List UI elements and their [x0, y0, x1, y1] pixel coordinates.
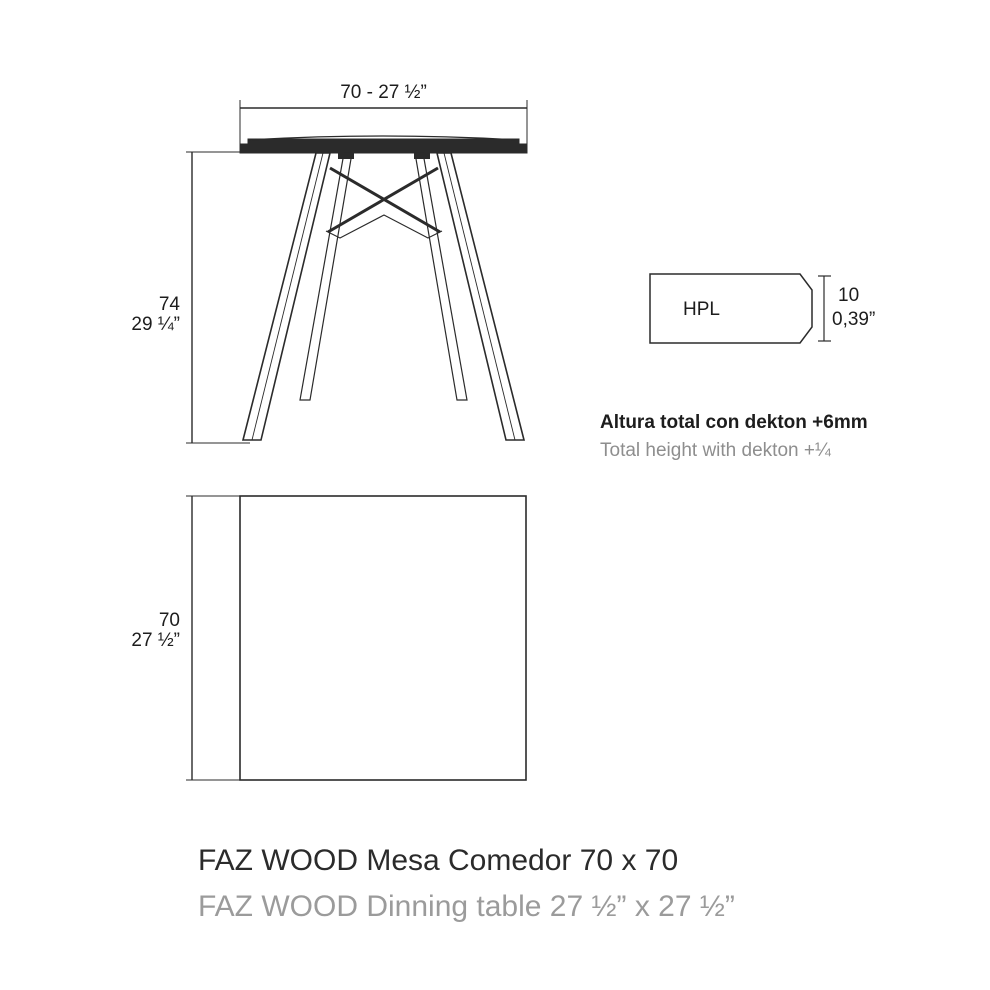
- note-english: Total height with dekton +¼: [600, 440, 831, 461]
- table-plan-view: [240, 496, 526, 780]
- table-legs-elevation: [243, 153, 524, 440]
- note-spanish: Altura total con dekton +6mm: [600, 412, 868, 433]
- hpl-section-detail: [650, 274, 831, 343]
- hpl-thickness-metric-label: 10: [838, 285, 860, 306]
- height-dimension-line: [186, 152, 250, 443]
- height-imperial-label: 29 ¼”: [131, 314, 180, 335]
- title-spanish: FAZ WOOD Mesa Comedor 70 x 70: [198, 844, 679, 877]
- height-metric-label: 74: [158, 294, 180, 315]
- table-top-elevation: [240, 136, 527, 153]
- hpl-thickness-imperial-label: 0,39”: [832, 309, 876, 330]
- top-width-dimension-label: 70 - 27 ½”: [340, 82, 427, 103]
- hpl-material-label: HPL: [683, 299, 720, 320]
- plan-imperial-label: 27 ½”: [131, 630, 180, 651]
- title-english: FAZ WOOD Dinning table 27 ½” x 27 ½”: [198, 890, 735, 923]
- cross-brace-elevation: [326, 153, 442, 238]
- plan-metric-label: 70: [158, 610, 180, 631]
- plan-dimension-line: [186, 496, 240, 780]
